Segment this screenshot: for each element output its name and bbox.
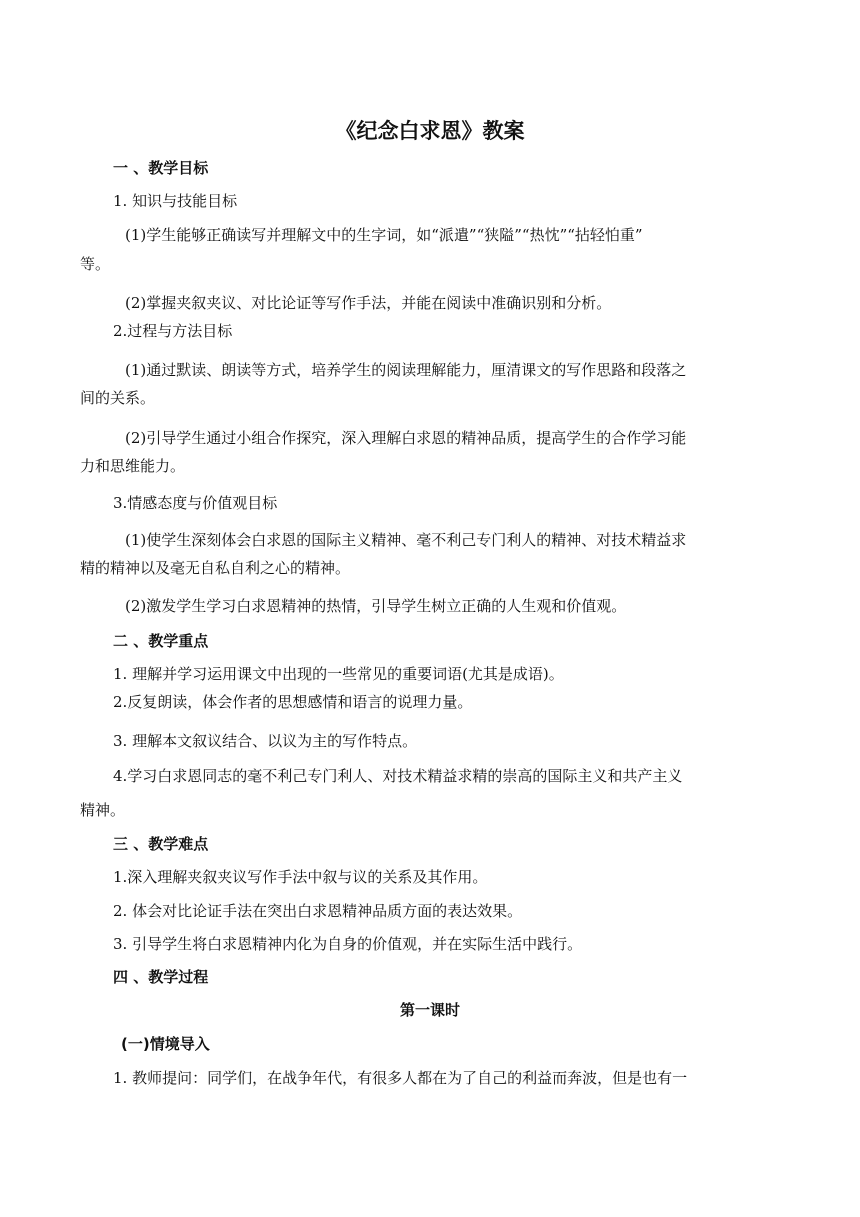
list-item: 1. 理解并学习运用课文中出现的一些常见的重要词语(尤其是成语)。 (113, 665, 564, 683)
list-item: 2. 体会对比论证手法在突出白求恩精神品质方面的表达效果。 (113, 902, 523, 920)
section-heading-process: 四 、教学过程 (113, 968, 209, 986)
list-item: 3. 理解本文叙议结合、以议为主的写作特点。 (113, 732, 418, 750)
list-item-continuation: 精神。 (80, 801, 126, 819)
section-heading-difficulties: 三 、教学难点 (113, 835, 209, 853)
list-item: 3. 引导学生将白求恩精神内化为自身的价值观，并在实际生活中践行。 (113, 935, 583, 953)
section-heading-key-points: 二 、教学重点 (113, 632, 209, 650)
paragraph-line: 1. 教师提问：同学们，在战争年代，有很多人都在为了自己的利益而奔波，但是也有一 (113, 1069, 688, 1087)
subsection-heading-intro: (一)情境导入 (121, 1035, 210, 1053)
paragraph-line: 等。 (80, 255, 111, 273)
subheading-knowledge-skills: 1. 知识与技能目标 (113, 192, 238, 210)
paragraph-line: (2)激发学生学习白求恩精神的热情，引导学生树立正确的人生观和价值观。 (125, 597, 627, 615)
paragraph-line: (1)使学生深刻体会白求恩的国际主义精神、毫不利己专门利人的精神、对技术精益求 (125, 531, 687, 549)
list-item: 1.深入理解夹叙夹议写作手法中叙与议的关系及其作用。 (113, 868, 488, 886)
paragraph-line: 精的精神以及毫无自私自利之心的精神。 (80, 559, 351, 577)
list-item: 2.反复朗读，体会作者的思想感情和语言的说理力量。 (113, 693, 473, 711)
paragraph-line: (2)掌握夹叙夹议、对比论证等写作手法，并能在阅读中准确识别和分析。 (125, 294, 612, 312)
section-heading-objectives: 一 、教学目标 (113, 159, 209, 177)
paragraph-line: (1)通过默读、朗读等方式，培养学生的阅读理解能力，厘清课文的写作思路和段落之 (125, 361, 687, 379)
subheading-emotion-values: 3.情感态度与价值观目标 (113, 494, 278, 512)
paragraph-line: (1)学生能够正确读写并理解文中的生字词，如“派遣”“狭隘”“热忱”“拈轻怕重” (125, 226, 643, 244)
list-item: 4.学习白求恩同志的毫不利己专门利人、对技术精益求精的崇高的国际主义和共产主义 (113, 767, 683, 785)
subheading-process-method: 2.过程与方法目标 (113, 322, 233, 340)
document-title: 《纪念白求恩》教案 (335, 119, 525, 143)
paragraph-line: 力和思维能力。 (80, 457, 186, 475)
paragraph-line: 间的关系。 (80, 389, 156, 407)
lesson-heading: 第一课时 (399, 1001, 460, 1019)
paragraph-line: (2)引导学生通过小组合作探究，深入理解白求恩的精神品质，提高学生的合作学习能 (125, 429, 687, 447)
